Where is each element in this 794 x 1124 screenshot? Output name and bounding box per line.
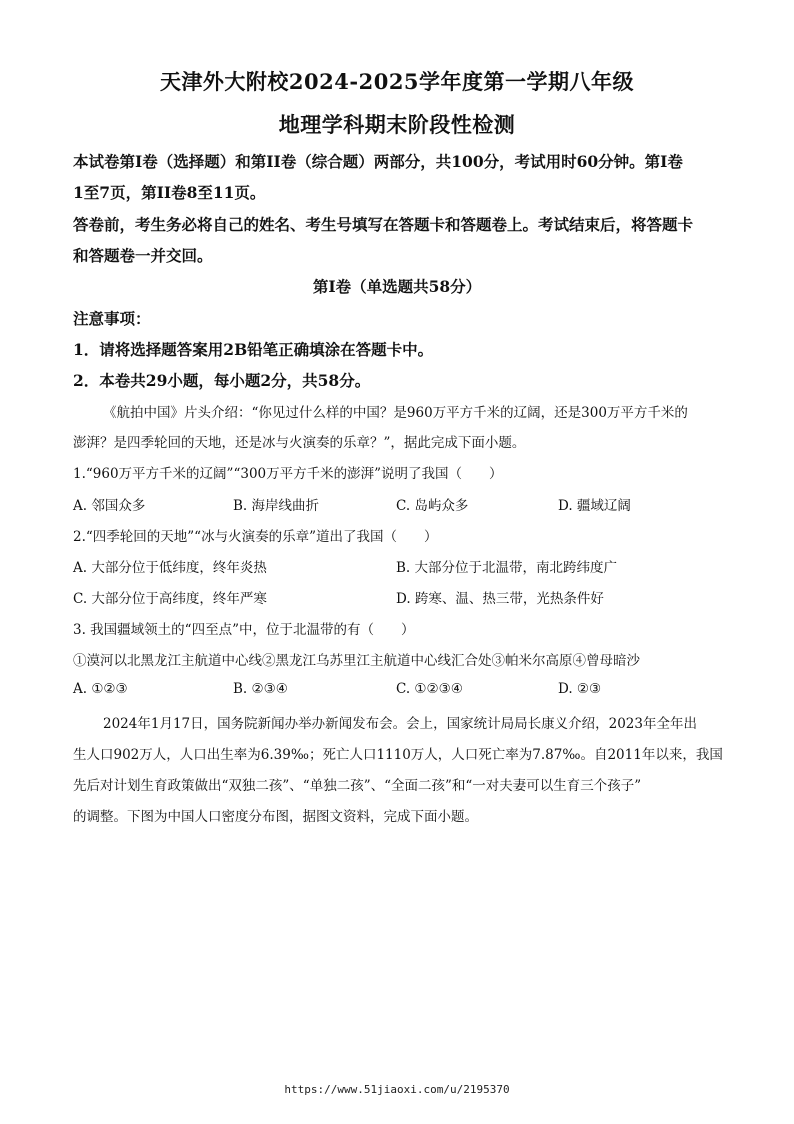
q2-option-c: C. 大部分位于高纬度，终年严寒: [73, 591, 267, 607]
passage2-line1: 2024年1月17日，国务院新闻办举办新闻发布会。会上，国家统计局局长康义介绍，2023年全年出: [103, 716, 697, 732]
exam-title-line2: 地理学科期末阶段性检测: [278, 112, 516, 137]
exam-title-line1: 天津外大附校2024-2025学年度第一学期八年级: [159, 69, 635, 94]
q3-option-c: C. ①②③④: [396, 681, 463, 697]
q3-option-d: D. ②③: [558, 681, 602, 697]
intro-line2: 1至7页，第II卷8至11页。: [73, 183, 266, 202]
note-2: 2．本卷共29小题，每小题2分，共58分。: [73, 371, 371, 390]
passage2-line3: 先后对计划生育政策做出“双独二孩”、“单独二孩”、“全面二孩”和“一对夫妻可以生育三个孩子”: [73, 778, 642, 794]
notes-title: 注意事项：: [73, 309, 151, 328]
intro-line4: 和答题卷一并交回。: [73, 246, 213, 265]
q1-option-a: A. 邻国众多: [73, 498, 146, 514]
q2-option-d: D. 跨寒、温、热三带，光热条件好: [396, 591, 604, 607]
passage1-line2: 澎湃？是四季轮回的天地，还是冰与火演奏的乐章？”，据此完成下面小题。: [73, 435, 526, 451]
footer-url[interactable]: https://www.51jiaoxi.com/u/2195370: [284, 1083, 510, 1096]
q2-option-a: A. 大部分位于低纬度，终年炎热: [73, 560, 267, 576]
q1-option-b: B. 海岸线曲折: [233, 498, 320, 514]
q1-option-d: D. 疆域辽阔: [558, 498, 631, 514]
q3-option-a: A. ①②③: [73, 681, 128, 697]
question-3-stem: 3. 我国疆域领土的“四至点”中，位于北温带的有（ ）: [73, 622, 415, 638]
section-heading: 第I卷（单选题共58分）: [312, 277, 482, 296]
q3-option-b: B. ②③④: [233, 681, 288, 697]
intro-line3: 答卷前，考生务必将自己的姓名、考生号填写在答题卡和答题卷上。考试结束后，将答题卡: [73, 215, 694, 234]
intro-line1: 本试卷第I卷（选择题）和第II卷（综合题）两部分，共100分，考试用时60分钟。第I卷: [73, 152, 683, 171]
passage2-line4: 的调整。下图为中国人口密度分布图，据图文资料，完成下面小题。: [73, 809, 478, 825]
q1-option-c: C. 岛屿众多: [396, 498, 469, 514]
question-2-stem: 2.“四季轮回的天地”“冰与火演奏的乐章”道出了我国（ ）: [73, 529, 438, 545]
passage2-line2: 生人口902万人，人口出生率为6.39‰；死亡人口1110万人，人口死亡率为7.87‰。自2011年以来，我国: [73, 747, 723, 763]
note-1: 1．请将选择题答案用2B铅笔正确填涂在答题卡中。: [73, 340, 434, 359]
question-3-items: ①漠河以北黑龙江主航道中心线②黑龙江乌苏里江主航道中心线汇合处③帕米尔高原④曾母暗沙: [73, 653, 640, 669]
q2-option-b: B. 大部分位于北温带，南北跨纬度广: [396, 560, 618, 576]
question-1-stem: 1.“960万平方千米的辽阔”“300万平方千米的澎湃”说明了我国（ ）: [73, 466, 503, 482]
passage1-line1: 《航拍中国》片头介绍：“你见过什么样的中国？是960万平方千米的辽阔，还是300万平方千米的: [103, 405, 688, 421]
